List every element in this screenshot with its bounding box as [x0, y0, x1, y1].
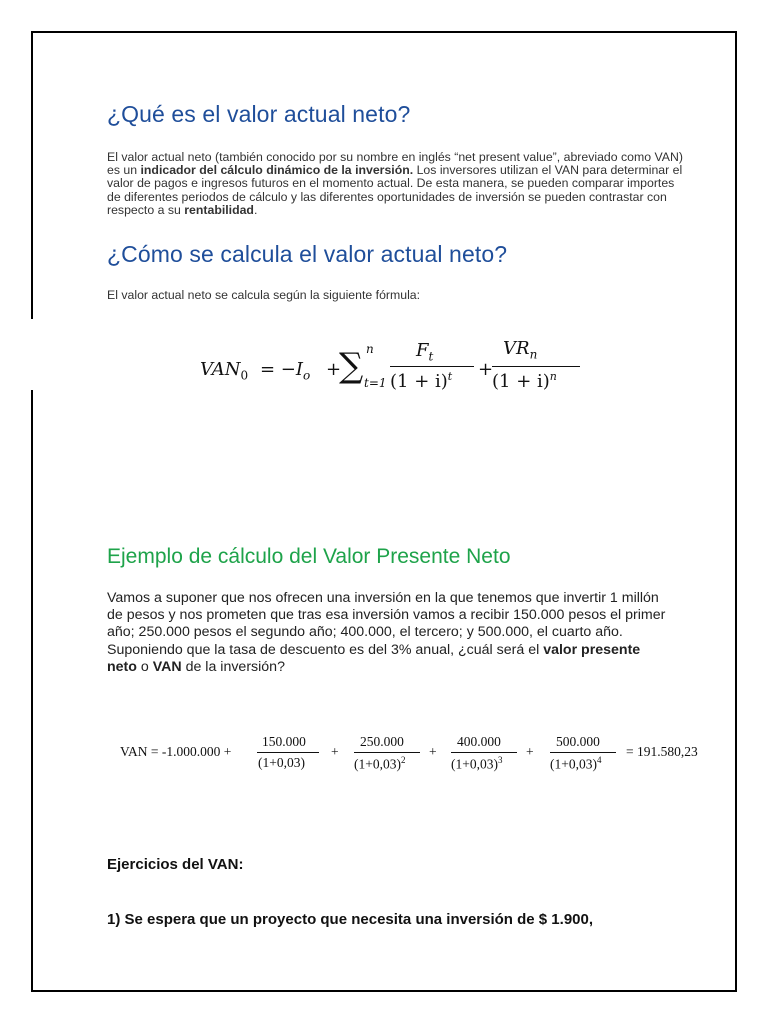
- formula-text: (1+0,03): [550, 756, 597, 772]
- bold-text: indicador del cálculo dinámico de la inversión.: [140, 163, 414, 178]
- exercise-1: 1) Se espera que un proyecto que necesita una inversión de $ 1.900,: [107, 911, 594, 928]
- page-border-left-lower: [31, 390, 33, 992]
- formula-sub: n: [529, 347, 538, 362]
- formula-sub: o: [303, 368, 311, 383]
- page-border-right: [735, 31, 737, 992]
- formula-sup: 3: [497, 755, 503, 765]
- page-border-top: [31, 31, 736, 33]
- fraction2-denominator: [492, 370, 557, 392]
- example-numerator-1: 150.000: [262, 734, 306, 749]
- formula-text: (1 + i): [492, 371, 550, 392]
- fraction1-bar: [390, 366, 474, 367]
- formula-sup: n: [549, 370, 557, 383]
- text: de la inversión?: [181, 658, 285, 675]
- formula-sup: 4: [596, 755, 602, 765]
- sum-lower-limit: t=1: [364, 376, 387, 390]
- page-border-bottom: [31, 990, 736, 992]
- formula-text: VAN: [200, 359, 241, 380]
- fraction1-denominator: [390, 370, 452, 392]
- van-example-formula: [120, 732, 720, 782]
- formula-sub: t: [428, 349, 434, 364]
- formula-lhs: [200, 359, 248, 383]
- van-formula: [200, 332, 557, 402]
- example-plus-2: +: [429, 744, 437, 759]
- example-plus-3: +: [526, 744, 534, 759]
- heading-how-to-calculate: ¿Cómo se calcula el valor actual neto?: [107, 241, 508, 267]
- example-numerator-3: 400.000: [457, 734, 501, 749]
- heading-example: Ejemplo de cálculo del Valor Presente Neto: [107, 545, 511, 568]
- text: o: [136, 658, 153, 675]
- exercises-heading: Ejercicios del VAN:: [107, 856, 244, 873]
- formula-plus: +: [478, 359, 494, 380]
- formula-plus: +: [326, 359, 342, 380]
- formula-sup: t: [447, 370, 453, 383]
- bold-text: valor presente neto: [107, 641, 641, 675]
- example-bar-2: [354, 752, 420, 753]
- sum-upper-limit: n: [366, 342, 374, 356]
- sum-symbol: ∑: [339, 346, 364, 386]
- formula-text: F: [416, 340, 429, 361]
- text: Los inversores utilizan el VAN para determinar el valor de pagos e ingresos futuros en el momento actual. De esta manera, se pueden comparar importes de diferentes periodos de cálculo y las diferentes oportunidades de inversión se pueden contrastar con respecto a su: [107, 163, 683, 217]
- fraction2-numerator: [503, 338, 537, 362]
- formula-minus-io: [260, 359, 310, 383]
- example-denominator-4: [550, 755, 601, 773]
- heading-what-is-van: ¿Qué es el valor actual neto?: [107, 101, 411, 127]
- paragraph-example: [107, 590, 667, 676]
- paragraph-formula-intro: El valor actual neto se calcula según la siguiente fórmula:: [107, 288, 421, 302]
- fraction2-bar: [492, 366, 580, 367]
- bold-text: rentabilidad: [184, 202, 254, 217]
- text: El valor actual neto (también conocido por su nombre en inglés “net present value”, abreviado como VAN) es un: [107, 150, 683, 178]
- example-bar-3: [451, 752, 517, 753]
- example-denominator-3: [451, 755, 502, 773]
- formula-text: (1+0,03): [354, 756, 401, 772]
- paragraph-van-definition: [107, 151, 687, 217]
- page-border-left-upper: [31, 31, 33, 319]
- formula-sub: 0: [240, 368, 249, 383]
- example-denominator-2: [354, 755, 405, 773]
- example-lhs: VAN = -1.000.000 +: [120, 744, 232, 759]
- formula-sup: 2: [400, 755, 406, 765]
- example-plus-1: +: [331, 744, 339, 759]
- formula-text: (1+0,03): [451, 756, 498, 772]
- example-denominator-1: (1+0,03): [258, 755, 305, 770]
- bold-text: VAN: [152, 658, 182, 675]
- formula-text: VR: [503, 338, 530, 359]
- example-bar-1: [257, 752, 319, 753]
- example-result: = 191.580,23: [626, 744, 698, 759]
- example-bar-4: [550, 752, 616, 753]
- text: .: [253, 202, 258, 217]
- fraction1-numerator: [416, 340, 433, 364]
- text: Vamos a suponer que nos ofrecen una inversión en la que tenemos que invertir 1 millón de pesos y nos prometen que tras esa inversión vamos a recibir 150.000 pesos el primer año; 250.000 pesos el segundo año; 400.000, el tercero; y 500.000, el cuarto año. Suponiendo que la tasa de descuento es del 3% anual, ¿cuál será el: [107, 590, 666, 658]
- formula-text: (1 + i): [390, 371, 448, 392]
- formula-text: = −I: [260, 359, 303, 380]
- example-numerator-4: 500.000: [556, 734, 600, 749]
- example-numerator-2: 250.000: [360, 734, 404, 749]
